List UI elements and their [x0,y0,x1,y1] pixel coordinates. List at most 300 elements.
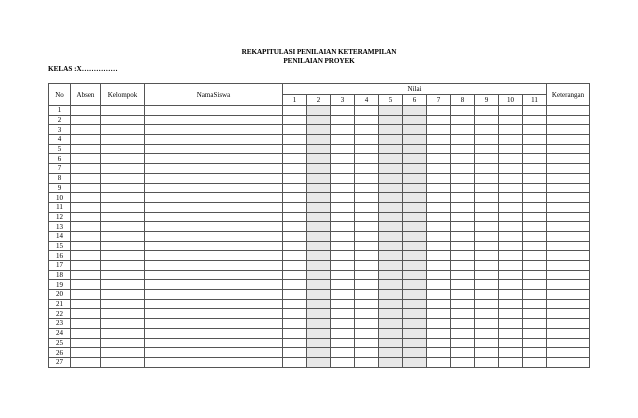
nilai-cell-10[interactable] [499,348,523,358]
nilai-cell-1[interactable] [283,173,307,183]
nilai-cell-11[interactable] [523,261,547,271]
nilai-cell-10[interactable] [499,193,523,203]
nilai-cell-8[interactable] [451,144,475,154]
nilai-cell-5[interactable] [379,115,403,125]
absen-cell[interactable] [71,241,101,251]
nilai-cell-10[interactable] [499,309,523,319]
nilai-cell-6[interactable] [403,212,427,222]
nilai-cell-10[interactable] [499,261,523,271]
nilai-cell-5[interactable] [379,299,403,309]
kelompok-cell[interactable] [101,270,145,280]
nilai-cell-8[interactable] [451,319,475,329]
absen-cell[interactable] [71,290,101,300]
nama-siswa-cell[interactable] [145,202,283,212]
kelompok-cell[interactable] [101,212,145,222]
keterangan-cell[interactable] [547,202,590,212]
absen-cell[interactable] [71,357,101,367]
nilai-cell-3[interactable] [331,319,355,329]
kelompok-cell[interactable] [101,115,145,125]
nilai-cell-9[interactable] [475,125,499,135]
nilai-cell-9[interactable] [475,280,499,290]
nilai-cell-1[interactable] [283,319,307,329]
nilai-cell-7[interactable] [427,115,451,125]
nilai-cell-11[interactable] [523,328,547,338]
nilai-cell-11[interactable] [523,319,547,329]
nilai-cell-3[interactable] [331,193,355,203]
kelompok-cell[interactable] [101,144,145,154]
nilai-cell-10[interactable] [499,202,523,212]
nilai-cell-8[interactable] [451,280,475,290]
nilai-cell-3[interactable] [331,290,355,300]
keterangan-cell[interactable] [547,164,590,174]
nilai-cell-4[interactable] [355,251,379,261]
nilai-cell-3[interactable] [331,222,355,232]
absen-cell[interactable] [71,338,101,348]
nilai-cell-10[interactable] [499,338,523,348]
nilai-cell-11[interactable] [523,290,547,300]
nilai-cell-2[interactable] [307,173,331,183]
nilai-cell-7[interactable] [427,261,451,271]
nilai-cell-2[interactable] [307,106,331,116]
nilai-cell-9[interactable] [475,270,499,280]
keterangan-cell[interactable] [547,251,590,261]
nilai-cell-9[interactable] [475,106,499,116]
absen-cell[interactable] [71,106,101,116]
keterangan-cell[interactable] [547,241,590,251]
kelompok-cell[interactable] [101,299,145,309]
nilai-cell-11[interactable] [523,183,547,193]
nilai-cell-11[interactable] [523,338,547,348]
nilai-cell-8[interactable] [451,309,475,319]
nilai-cell-10[interactable] [499,154,523,164]
absen-cell[interactable] [71,154,101,164]
nilai-cell-3[interactable] [331,357,355,367]
nilai-cell-11[interactable] [523,231,547,241]
nilai-cell-4[interactable] [355,125,379,135]
nilai-cell-3[interactable] [331,144,355,154]
nilai-cell-2[interactable] [307,164,331,174]
nilai-cell-7[interactable] [427,357,451,367]
nilai-cell-6[interactable] [403,183,427,193]
nilai-cell-7[interactable] [427,125,451,135]
keterangan-cell[interactable] [547,309,590,319]
nilai-cell-1[interactable] [283,125,307,135]
nilai-cell-6[interactable] [403,202,427,212]
nilai-cell-6[interactable] [403,348,427,358]
nilai-cell-5[interactable] [379,338,403,348]
nilai-cell-9[interactable] [475,328,499,338]
nilai-cell-1[interactable] [283,338,307,348]
nilai-cell-4[interactable] [355,135,379,145]
nilai-cell-5[interactable] [379,202,403,212]
nama-siswa-cell[interactable] [145,328,283,338]
absen-cell[interactable] [71,251,101,261]
kelompok-cell[interactable] [101,319,145,329]
nilai-cell-2[interactable] [307,154,331,164]
nilai-cell-2[interactable] [307,270,331,280]
nilai-cell-1[interactable] [283,183,307,193]
nilai-cell-3[interactable] [331,173,355,183]
nilai-cell-3[interactable] [331,309,355,319]
kelompok-cell[interactable] [101,202,145,212]
nilai-cell-2[interactable] [307,280,331,290]
nilai-cell-4[interactable] [355,328,379,338]
nilai-cell-10[interactable] [499,280,523,290]
nilai-cell-2[interactable] [307,193,331,203]
nilai-cell-3[interactable] [331,106,355,116]
absen-cell[interactable] [71,309,101,319]
nilai-cell-4[interactable] [355,154,379,164]
nilai-cell-7[interactable] [427,231,451,241]
nama-siswa-cell[interactable] [145,125,283,135]
nilai-cell-9[interactable] [475,193,499,203]
nama-siswa-cell[interactable] [145,164,283,174]
nilai-cell-10[interactable] [499,144,523,154]
keterangan-cell[interactable] [547,115,590,125]
nilai-cell-8[interactable] [451,222,475,232]
nilai-cell-1[interactable] [283,106,307,116]
nilai-cell-1[interactable] [283,299,307,309]
nilai-cell-4[interactable] [355,319,379,329]
nilai-cell-9[interactable] [475,164,499,174]
nilai-cell-2[interactable] [307,183,331,193]
kelompok-cell[interactable] [101,125,145,135]
nilai-cell-10[interactable] [499,164,523,174]
nilai-cell-8[interactable] [451,164,475,174]
nilai-cell-11[interactable] [523,299,547,309]
nilai-cell-1[interactable] [283,144,307,154]
nilai-cell-7[interactable] [427,222,451,232]
kelompok-cell[interactable] [101,251,145,261]
nilai-cell-5[interactable] [379,154,403,164]
nilai-cell-5[interactable] [379,241,403,251]
nama-siswa-cell[interactable] [145,280,283,290]
nilai-cell-11[interactable] [523,135,547,145]
nilai-cell-2[interactable] [307,115,331,125]
nilai-cell-9[interactable] [475,299,499,309]
kelompok-cell[interactable] [101,241,145,251]
nilai-cell-6[interactable] [403,115,427,125]
absen-cell[interactable] [71,261,101,271]
nilai-cell-4[interactable] [355,144,379,154]
nilai-cell-10[interactable] [499,251,523,261]
nama-siswa-cell[interactable] [145,357,283,367]
nilai-cell-11[interactable] [523,280,547,290]
nilai-cell-7[interactable] [427,212,451,222]
nilai-cell-11[interactable] [523,202,547,212]
nilai-cell-7[interactable] [427,173,451,183]
nilai-cell-1[interactable] [283,154,307,164]
nilai-cell-10[interactable] [499,231,523,241]
kelompok-cell[interactable] [101,348,145,358]
keterangan-cell[interactable] [547,125,590,135]
nilai-cell-9[interactable] [475,202,499,212]
nilai-cell-9[interactable] [475,231,499,241]
nilai-cell-9[interactable] [475,135,499,145]
nilai-cell-7[interactable] [427,348,451,358]
nilai-cell-8[interactable] [451,135,475,145]
nilai-cell-11[interactable] [523,125,547,135]
nilai-cell-11[interactable] [523,348,547,358]
absen-cell[interactable] [71,328,101,338]
nama-siswa-cell[interactable] [145,193,283,203]
nilai-cell-8[interactable] [451,212,475,222]
nilai-cell-1[interactable] [283,115,307,125]
keterangan-cell[interactable] [547,338,590,348]
nilai-cell-10[interactable] [499,183,523,193]
nama-siswa-cell[interactable] [145,212,283,222]
nilai-cell-4[interactable] [355,357,379,367]
nilai-cell-7[interactable] [427,280,451,290]
nilai-cell-8[interactable] [451,154,475,164]
nilai-cell-8[interactable] [451,357,475,367]
nilai-cell-11[interactable] [523,154,547,164]
nilai-cell-6[interactable] [403,106,427,116]
nilai-cell-11[interactable] [523,270,547,280]
nilai-cell-9[interactable] [475,338,499,348]
nilai-cell-7[interactable] [427,251,451,261]
nilai-cell-2[interactable] [307,319,331,329]
keterangan-cell[interactable] [547,154,590,164]
nilai-cell-2[interactable] [307,222,331,232]
nilai-cell-4[interactable] [355,173,379,183]
nilai-cell-10[interactable] [499,319,523,329]
keterangan-cell[interactable] [547,357,590,367]
nilai-cell-7[interactable] [427,270,451,280]
nilai-cell-5[interactable] [379,222,403,232]
nama-siswa-cell[interactable] [145,222,283,232]
nilai-cell-5[interactable] [379,144,403,154]
nilai-cell-5[interactable] [379,173,403,183]
nilai-cell-9[interactable] [475,115,499,125]
nama-siswa-cell[interactable] [145,135,283,145]
nilai-cell-7[interactable] [427,135,451,145]
nilai-cell-6[interactable] [403,125,427,135]
nilai-cell-3[interactable] [331,115,355,125]
keterangan-cell[interactable] [547,106,590,116]
keterangan-cell[interactable] [547,299,590,309]
nilai-cell-1[interactable] [283,193,307,203]
nilai-cell-10[interactable] [499,173,523,183]
nilai-cell-4[interactable] [355,338,379,348]
nilai-cell-1[interactable] [283,164,307,174]
nilai-cell-6[interactable] [403,309,427,319]
keterangan-cell[interactable] [547,231,590,241]
kelompok-cell[interactable] [101,290,145,300]
nama-siswa-cell[interactable] [145,154,283,164]
nilai-cell-11[interactable] [523,115,547,125]
nilai-cell-10[interactable] [499,290,523,300]
nilai-cell-5[interactable] [379,309,403,319]
nilai-cell-1[interactable] [283,251,307,261]
nilai-cell-11[interactable] [523,106,547,116]
nilai-cell-5[interactable] [379,251,403,261]
nilai-cell-5[interactable] [379,357,403,367]
keterangan-cell[interactable] [547,144,590,154]
absen-cell[interactable] [71,222,101,232]
nilai-cell-5[interactable] [379,164,403,174]
nilai-cell-3[interactable] [331,261,355,271]
kelompok-cell[interactable] [101,193,145,203]
nilai-cell-5[interactable] [379,231,403,241]
nilai-cell-7[interactable] [427,309,451,319]
nilai-cell-7[interactable] [427,202,451,212]
nilai-cell-2[interactable] [307,338,331,348]
nilai-cell-8[interactable] [451,115,475,125]
nilai-cell-8[interactable] [451,202,475,212]
nama-siswa-cell[interactable] [145,144,283,154]
nilai-cell-6[interactable] [403,164,427,174]
nilai-cell-7[interactable] [427,241,451,251]
nilai-cell-10[interactable] [499,115,523,125]
nilai-cell-2[interactable] [307,202,331,212]
nilai-cell-5[interactable] [379,319,403,329]
nilai-cell-4[interactable] [355,222,379,232]
nilai-cell-2[interactable] [307,251,331,261]
nilai-cell-4[interactable] [355,202,379,212]
nilai-cell-9[interactable] [475,241,499,251]
nilai-cell-7[interactable] [427,299,451,309]
nilai-cell-11[interactable] [523,241,547,251]
nilai-cell-3[interactable] [331,328,355,338]
nilai-cell-4[interactable] [355,183,379,193]
nilai-cell-4[interactable] [355,212,379,222]
nilai-cell-7[interactable] [427,154,451,164]
kelompok-cell[interactable] [101,338,145,348]
nama-siswa-cell[interactable] [145,270,283,280]
absen-cell[interactable] [71,212,101,222]
absen-cell[interactable] [71,231,101,241]
nilai-cell-9[interactable] [475,212,499,222]
nilai-cell-4[interactable] [355,280,379,290]
keterangan-cell[interactable] [547,173,590,183]
nama-siswa-cell[interactable] [145,183,283,193]
nilai-cell-6[interactable] [403,299,427,309]
nilai-cell-11[interactable] [523,309,547,319]
nilai-cell-6[interactable] [403,135,427,145]
nilai-cell-1[interactable] [283,222,307,232]
nilai-cell-10[interactable] [499,222,523,232]
keterangan-cell[interactable] [547,183,590,193]
nilai-cell-6[interactable] [403,280,427,290]
nilai-cell-11[interactable] [523,212,547,222]
nilai-cell-5[interactable] [379,290,403,300]
nilai-cell-7[interactable] [427,106,451,116]
nilai-cell-2[interactable] [307,357,331,367]
absen-cell[interactable] [71,280,101,290]
nilai-cell-8[interactable] [451,261,475,271]
nilai-cell-8[interactable] [451,348,475,358]
nilai-cell-6[interactable] [403,357,427,367]
nilai-cell-9[interactable] [475,183,499,193]
kelompok-cell[interactable] [101,357,145,367]
nilai-cell-4[interactable] [355,270,379,280]
nilai-cell-10[interactable] [499,135,523,145]
nilai-cell-3[interactable] [331,231,355,241]
nilai-cell-6[interactable] [403,328,427,338]
nilai-cell-5[interactable] [379,328,403,338]
nilai-cell-9[interactable] [475,251,499,261]
nilai-cell-3[interactable] [331,212,355,222]
nilai-cell-11[interactable] [523,173,547,183]
nilai-cell-8[interactable] [451,270,475,280]
nilai-cell-3[interactable] [331,125,355,135]
nilai-cell-3[interactable] [331,241,355,251]
nilai-cell-11[interactable] [523,222,547,232]
nilai-cell-1[interactable] [283,280,307,290]
keterangan-cell[interactable] [547,222,590,232]
nilai-cell-3[interactable] [331,270,355,280]
absen-cell[interactable] [71,270,101,280]
nilai-cell-2[interactable] [307,328,331,338]
nilai-cell-6[interactable] [403,319,427,329]
kelompok-cell[interactable] [101,106,145,116]
nilai-cell-1[interactable] [283,241,307,251]
nilai-cell-11[interactable] [523,251,547,261]
absen-cell[interactable] [71,319,101,329]
nilai-cell-1[interactable] [283,212,307,222]
nilai-cell-1[interactable] [283,290,307,300]
nilai-cell-4[interactable] [355,106,379,116]
nilai-cell-9[interactable] [475,319,499,329]
nilai-cell-3[interactable] [331,202,355,212]
nilai-cell-9[interactable] [475,348,499,358]
nama-siswa-cell[interactable] [145,231,283,241]
nilai-cell-7[interactable] [427,144,451,154]
nilai-cell-1[interactable] [283,328,307,338]
nilai-cell-11[interactable] [523,357,547,367]
nilai-cell-6[interactable] [403,261,427,271]
absen-cell[interactable] [71,183,101,193]
nama-siswa-cell[interactable] [145,261,283,271]
nilai-cell-8[interactable] [451,231,475,241]
nilai-cell-8[interactable] [451,125,475,135]
nilai-cell-9[interactable] [475,173,499,183]
absen-cell[interactable] [71,299,101,309]
nilai-cell-5[interactable] [379,183,403,193]
nilai-cell-10[interactable] [499,125,523,135]
nilai-cell-1[interactable] [283,202,307,212]
nilai-cell-3[interactable] [331,183,355,193]
kelompok-cell[interactable] [101,135,145,145]
nilai-cell-10[interactable] [499,299,523,309]
nilai-cell-1[interactable] [283,348,307,358]
nilai-cell-1[interactable] [283,357,307,367]
nilai-cell-1[interactable] [283,135,307,145]
absen-cell[interactable] [71,164,101,174]
nilai-cell-2[interactable] [307,212,331,222]
nilai-cell-2[interactable] [307,309,331,319]
nilai-cell-2[interactable] [307,290,331,300]
nilai-cell-5[interactable] [379,261,403,271]
nama-siswa-cell[interactable] [145,338,283,348]
nama-siswa-cell[interactable] [145,319,283,329]
nilai-cell-3[interactable] [331,299,355,309]
keterangan-cell[interactable] [547,135,590,145]
nilai-cell-9[interactable] [475,309,499,319]
nilai-cell-5[interactable] [379,106,403,116]
nilai-cell-2[interactable] [307,135,331,145]
nilai-cell-4[interactable] [355,164,379,174]
nilai-cell-11[interactable] [523,144,547,154]
absen-cell[interactable] [71,125,101,135]
nilai-cell-6[interactable] [403,154,427,164]
nilai-cell-1[interactable] [283,309,307,319]
absen-cell[interactable] [71,193,101,203]
nilai-cell-3[interactable] [331,251,355,261]
nilai-cell-8[interactable] [451,241,475,251]
kelompok-cell[interactable] [101,164,145,174]
